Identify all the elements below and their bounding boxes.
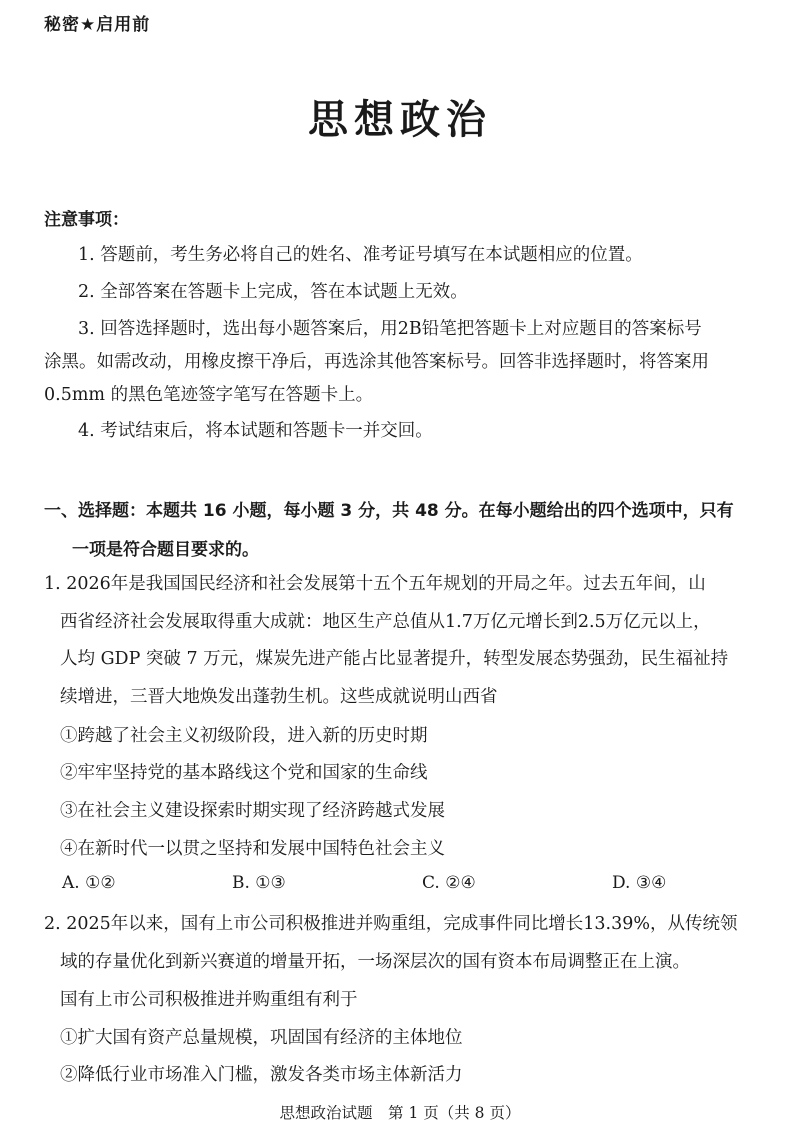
question-1-stem: 人均 GDP 突破 7 万元，煤炭先进产能占比显著提升，转型发展态势强劲，民生福祉持 — [60, 649, 729, 669]
notice-line: 0.5mm 的黑色笔迹签字笔写在答题卡上。 — [44, 385, 374, 405]
question-2-stem: 国有上市公司积极推进并购重组有利于 — [60, 990, 358, 1010]
question-2-item: ①扩大国有资产总量规模，巩固国有经济的主体地位 — [60, 1028, 463, 1048]
notice-line: 2. 全部答案在答题卡上完成，答在本试题上无效。 — [78, 282, 468, 302]
section-heading-continued: 一项是符合题目要求的。 — [72, 540, 259, 560]
page-footer: 思想政治试题 第 1 页（共 8 页） — [279, 1104, 521, 1122]
confidential-mark: 秘密★启用前 — [44, 15, 151, 35]
question-1-stem: 西省经济社会发展取得重大成就：地区生产总值从1.7万亿元增长到2.5万亿元以上， — [60, 612, 711, 632]
question-1-item: ①跨越了社会主义初级阶段，进入新的历史时期 — [60, 726, 428, 746]
question-1-option-a: A. ①② — [62, 873, 116, 893]
question-2-stem: 2. 2025年以来，国有上市公司积极推进并购重组，完成事件同比增长13.39%，从传统领 — [44, 914, 738, 934]
question-1-item: ③在社会主义建设探索时期实现了经济跨越式发展 — [60, 801, 445, 821]
question-1-item: ④在新时代一以贯之坚持和发展中国特色社会主义 — [60, 839, 445, 859]
question-1-option-c: C. ②④ — [422, 873, 476, 893]
question-1-stem: 1. 2026年是我国国民经济和社会发展第十五个五年规划的开局之年。过去五年间，山 — [44, 574, 706, 594]
page-title: 思想政治 — [308, 96, 492, 143]
question-2-item: ②降低行业市场准入门槛，激发各类市场主体新活力 — [60, 1065, 463, 1085]
notice-line: 涂黑。如需改动，用橡皮擦干净后，再选涂其他答案标号。回答非选择题时，将答案用 — [44, 352, 709, 372]
notice-line: 1. 答题前，考生务必将自己的姓名、准考证号填写在本试题相应的位置。 — [78, 245, 643, 265]
notice-heading: 注意事项： — [44, 210, 129, 230]
notice-line: 3. 回答选择题时，选出每小题答案后，用2B铅笔把答题卡上对应题目的答案标号 — [78, 319, 702, 339]
section-heading: 一、选择题：本题共 16 小题，每小题 3 分，共 48 分。在每小题给出的四个选项中，只有 — [44, 501, 734, 521]
notice-line: 4. 考试结束后，将本试题和答题卡一并交回。 — [78, 421, 433, 441]
question-1-item: ②牢牢坚持党的基本路线这个党和国家的生命线 — [60, 763, 428, 783]
question-1-option-d: D. ③④ — [612, 873, 667, 893]
question-2-stem: 域的存量优化到新兴赛道的增量开拓，一场深层次的国有资本布局调整正在上演。 — [60, 952, 690, 972]
question-1-option-b: B. ①③ — [232, 873, 286, 893]
question-1-stem: 续增进，三晋大地焕发出蓬勃生机。这些成就说明山西省 — [60, 687, 498, 707]
